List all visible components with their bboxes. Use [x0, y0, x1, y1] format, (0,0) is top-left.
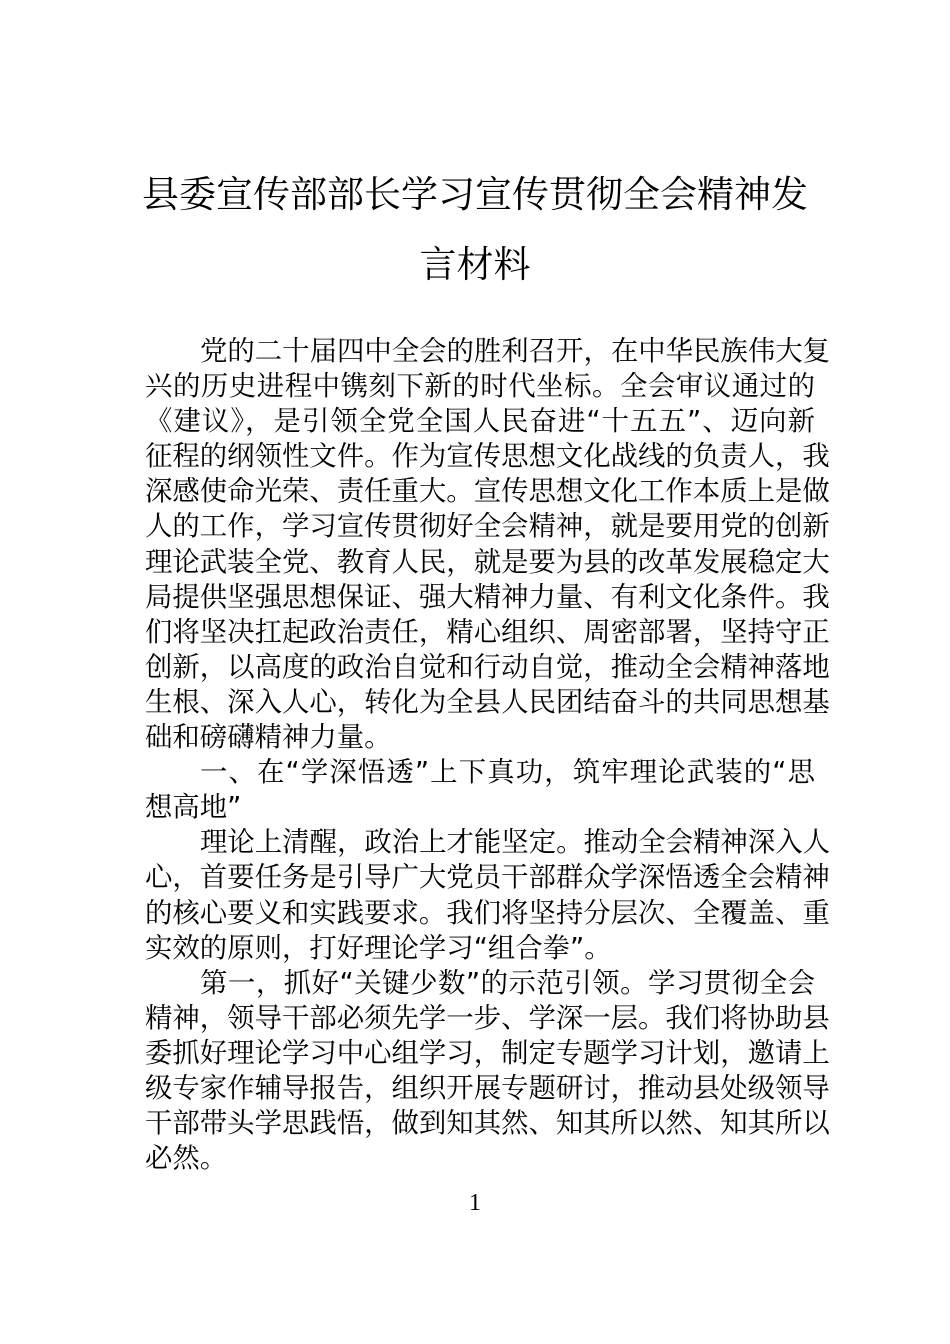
text-line: 理论上清醒，政治上才能坚定。推动全会精神深入人	[200, 827, 830, 859]
text-line: 的核心要义和实践要求。我们将坚持分层次、全覆盖、重	[145, 897, 830, 929]
page-number: 1	[469, 1190, 481, 1216]
text-line: 党的二十届四中全会的胜利召开，在中华民族伟大复	[200, 336, 830, 367]
title-line-2: 言材料	[419, 243, 531, 286]
text-line: 理论武装全党、教育人民，就是要为县的改革发展稳定大	[145, 546, 830, 578]
text-line: 必然。	[145, 1143, 228, 1175]
paragraph	[145, 825, 830, 965]
text-line: 生根、深入人心，转化为全县人民团结奋斗的共同思想基	[145, 686, 830, 718]
text-line: 们将坚决扛起政治责任，精心组织、周密部署，坚持守正	[145, 616, 830, 648]
text-line: 人的工作，学习宣传贯彻好全会精神，就是要用党的创新	[145, 511, 830, 543]
text-line: 心，首要任务是引导广大党员干部群众学深悟透全会精神	[145, 862, 830, 894]
text-line: 创新，以高度的政治自觉和行动自觉，推动全会精神落地	[145, 651, 830, 683]
text-line: 深感使命光荣、责任重大。宣传思想文化工作本质上是做	[145, 476, 830, 508]
text-line: 征程的纲领性文件。作为宣传思想文化战线的负责人，我	[145, 441, 830, 473]
text-line: 局提供坚强思想保证、强大精神力量、有利文化条件。我	[145, 581, 830, 613]
section-heading	[145, 755, 815, 825]
document-body	[145, 334, 830, 1176]
text-line: 想高地”	[145, 792, 242, 824]
paragraph	[145, 334, 830, 755]
title-line-1: 县委宣传部部长学习宣传贯彻全会精神发	[142, 173, 808, 216]
text-line: 第一，抓好“关键少数”的示范引领。学习贯彻全会	[200, 967, 815, 999]
text-line: 实效的原则，打好理论学习“组合拳”。	[145, 932, 612, 964]
text-line: 兴的历史进程中镌刻下新的时代坐标。全会审议通过的	[145, 371, 815, 403]
text-line: 础和磅礴精神力量。	[145, 722, 392, 754]
text-line: 精神，领导干部必须先学一步、学深一层。我们将协助县	[145, 1002, 830, 1034]
paragraph	[145, 966, 830, 1177]
text-line: 干部带头学思践悟，做到知其然、知其所以然、知其所以	[145, 1108, 830, 1140]
text-line: 一、在“学深悟透”上下真功，筑牢理论武装的“思	[200, 757, 815, 789]
text-line: 级专家作辅导报告，组织开展专题研讨，推动县处级领导	[145, 1072, 830, 1104]
text-line: 委抓好理论学习中心组学习，制定专题学习计划，邀请上	[145, 1037, 830, 1069]
text-line: 《建议》，是引领全党全国人民奋进“十五五”、迈向新	[145, 406, 815, 438]
